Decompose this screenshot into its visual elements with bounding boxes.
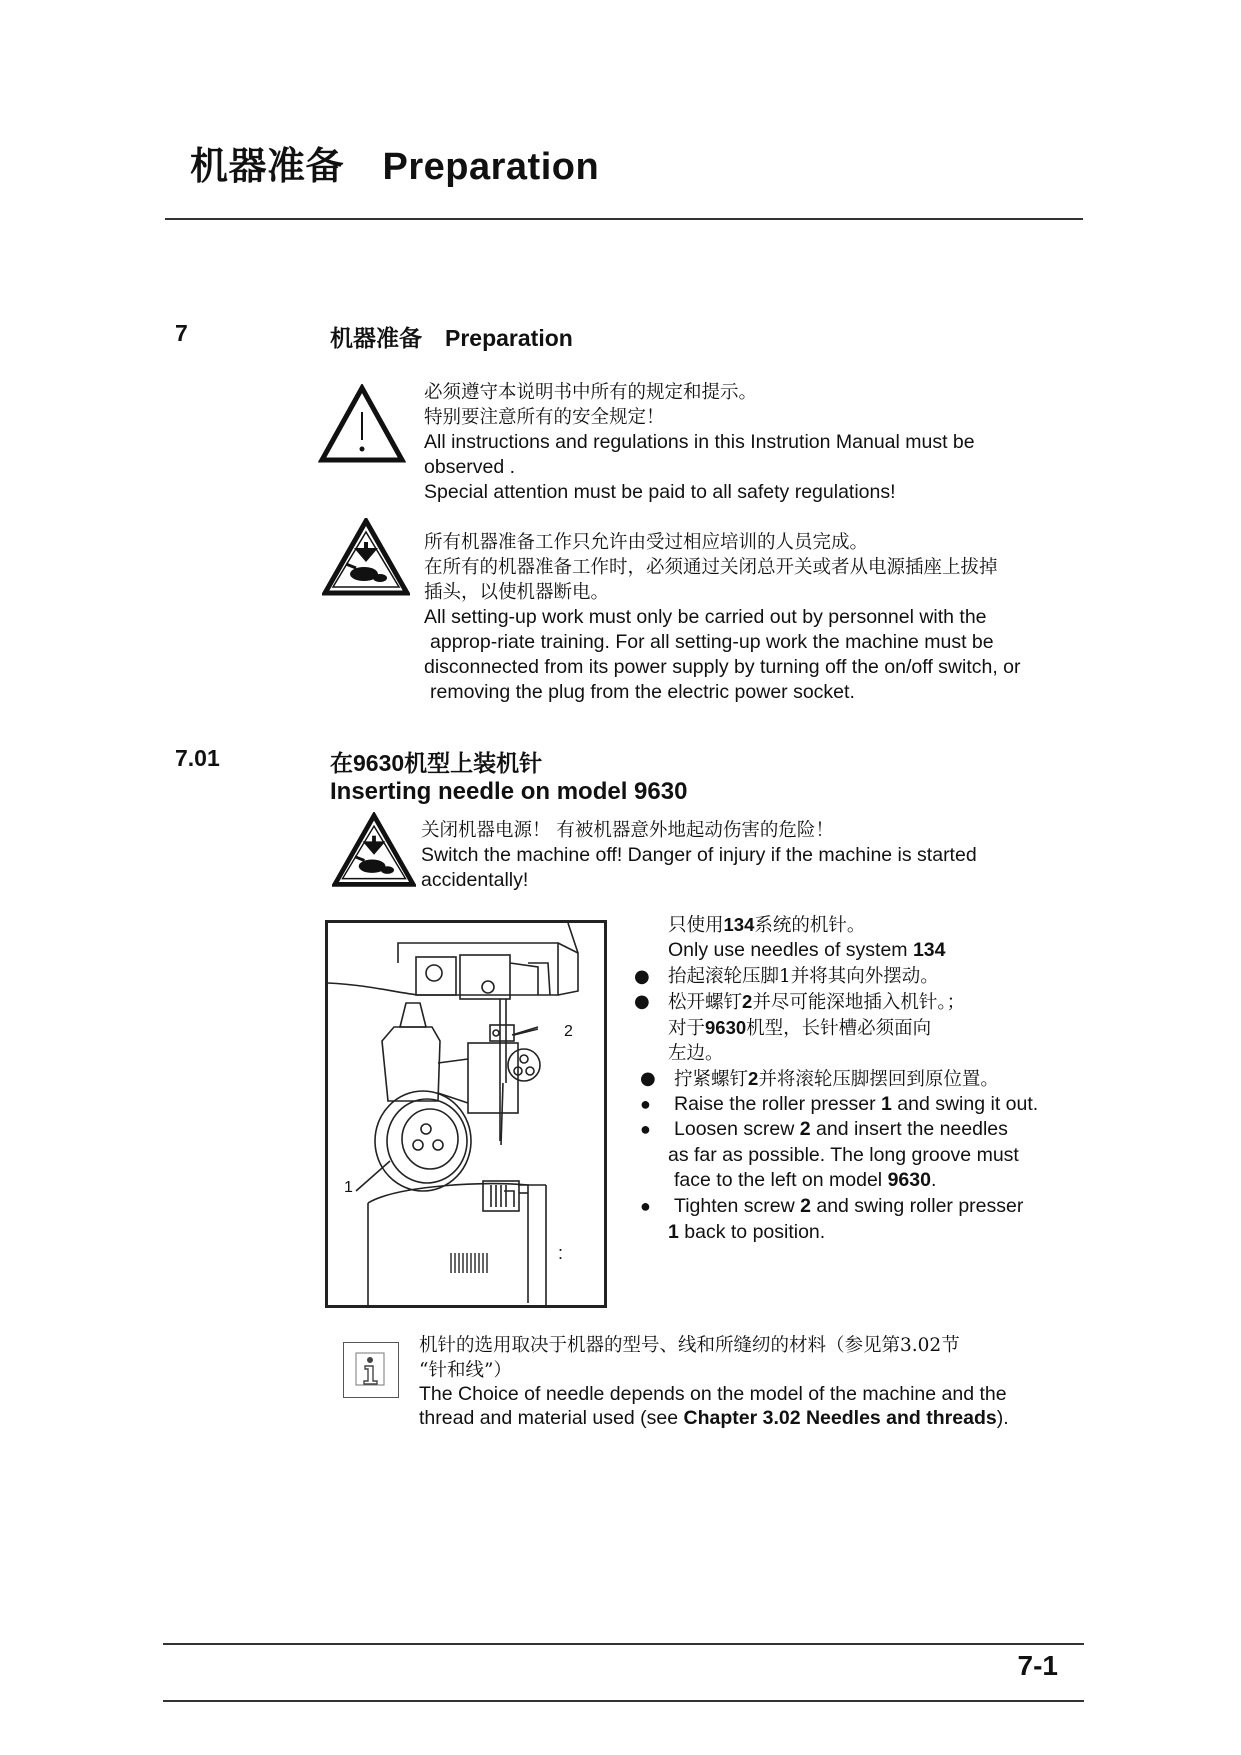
bullet-icon: ● [640, 1093, 651, 1114]
info-en-line-2c: ). [996, 1406, 1009, 1429]
warning-triangle-icon [318, 384, 406, 464]
warning-1-cn-line-1: 必须遵守本说明书中所有的规定和提示。 [424, 382, 758, 403]
step-en-2-a: Loosen screw [674, 1118, 800, 1141]
step-cn-2-d: 对于 [668, 1017, 706, 1039]
step-en-2-e: face to the left on model [674, 1169, 888, 1192]
warning-1-cn-line-2: 特别要注意所有的安全规定！ [424, 407, 665, 428]
step-en-2-g: . [930, 1169, 937, 1192]
warning-3-en-line-1: Switch the machine off! Danger of injury if the machine is started [421, 844, 977, 866]
info-icon [343, 1342, 399, 1398]
step-en-2-c: and insert the needles [810, 1118, 1008, 1141]
info-en-line-2 [419, 1407, 1009, 1431]
step-cn-1: 抬起滚轮压脚1并将其向外摆动。 [668, 965, 939, 987]
list-item [640, 1117, 1038, 1143]
info-cn-line-2: “针和线”） [419, 1360, 512, 1381]
step-intro-cn [668, 912, 1038, 938]
step-en-2-f: 9630 [887, 1169, 931, 1192]
bullet-icon: ● [640, 1067, 656, 1089]
step-cn-2-g: 左边。 [668, 1042, 724, 1064]
steps-text [634, 912, 1039, 1245]
page-number: 7-1 [1017, 1650, 1058, 1681]
warning-2-cn-line-1: 所有机器准备工作只允许由受过相应培训的人员完成。 [424, 532, 869, 553]
step-cn-2-cont [668, 1015, 1038, 1041]
warning-1-en-line-2: observed . [424, 456, 516, 478]
step-cn-2-c: 并尽可能深地插入机针。； [752, 991, 966, 1013]
section-title: 机器准备 Preparation [330, 325, 573, 351]
step-intro-cn-b: 134 [723, 914, 755, 935]
step-cn-2-f: 机型，长针槽必须面向 [746, 1017, 932, 1039]
step-en-1-b: 1 [881, 1092, 892, 1115]
step-en-3-d: 1 [668, 1220, 679, 1243]
step-cn-2-e: 9630 [705, 1016, 747, 1038]
step-cn-2-a: 松开螺钉 [668, 991, 743, 1013]
bullet-icon: ● [640, 1195, 651, 1216]
step-en-2-b: 2 [799, 1118, 811, 1141]
step-intro-cn-c: 系统的机针。 [754, 915, 866, 936]
warning-3-cn-line-1: 关闭机器电源！ 有被机器意外地起动伤害的危险！ [421, 820, 834, 841]
warning-2-en-line-4: removing the plug from the electric power socket. [430, 681, 855, 703]
header-divider [165, 218, 1083, 220]
list-item [640, 1194, 1038, 1220]
bullet-icon: ● [640, 1119, 651, 1140]
warning-2-cn-line-3: 插头，以使机器断电。 [424, 582, 610, 603]
warning-3-text [421, 818, 977, 893]
subsection-title-cn: 在9630机型上装机针 [330, 750, 543, 776]
warning-2-en-line-2: approp-riate training. For all setting-up work the machine must be [430, 631, 994, 653]
subsection-title-en: Inserting needle on model 9630 [330, 778, 688, 805]
info-text [419, 1333, 1009, 1430]
warning-2-en-line-3: disconnected from its power supply by turning off the on/off switch, or [424, 656, 1021, 678]
hand-injury-warning-icon [332, 812, 416, 888]
section-number: 7 [175, 320, 188, 346]
list-item [640, 1066, 1038, 1092]
step-intro-en-b: 134 [912, 939, 946, 961]
info-en-line-2a: thread and material used (see [419, 1406, 684, 1429]
step-en-1-c: and swing it out. [891, 1092, 1039, 1115]
subsection-number: 7.01 [175, 745, 220, 771]
warning-2-cn-line-2: 在所有的机器准备工作时，必须通过关闭总开关或者从电源插座上拔掉 [424, 557, 998, 578]
needle-insertion-figure [325, 920, 607, 1308]
info-cn-line-1: 机针的选用取决于机器的型号、线和所缝纫的材料（参见第3.02节 [419, 1335, 960, 1356]
warning-3-en-line-2: accidentally! [421, 869, 529, 891]
list-item [634, 964, 1038, 989]
footer-divider-top [163, 1643, 1084, 1645]
bullet-icon: ● [634, 990, 650, 1012]
warning-2-text [424, 530, 1021, 705]
warning-1-en-line-1: All instructions and regulations in this Instrution Manual must be [424, 431, 975, 453]
bullet-icon: ● [634, 965, 650, 987]
step-cn-2-b: 2 [742, 990, 753, 1012]
figure-label-1: 1 [344, 1179, 353, 1196]
figure-mark: : [558, 1243, 564, 1263]
hand-injury-warning-icon [322, 518, 410, 596]
step-en-3-b: 2 [800, 1194, 811, 1217]
step-en-1-a: Raise the roller presser [674, 1092, 881, 1115]
step-en-3-e: back to position. [678, 1220, 826, 1243]
warning-1-en-line-3: Special attention must be paid to all safety regulations! [424, 481, 896, 503]
info-en-line-1: The Choice of needle depends on the model of the machine and the [419, 1383, 1007, 1405]
figure-label-2: 2 [564, 1023, 573, 1040]
warning-1-text [424, 380, 975, 505]
step-cn-3-b: 2 [748, 1067, 759, 1089]
step-intro-en [668, 938, 1038, 964]
step-en-3-c: and swing roller presser [810, 1194, 1024, 1217]
warning-2-en-line-1: All setting-up work must only be carried out by personnel with the [424, 606, 987, 628]
page-title: 机器准备 Preparation [190, 146, 600, 188]
list-item [634, 989, 1038, 1015]
step-intro-en-a: Only use needles of system [668, 939, 913, 961]
info-chapter-reference: Chapter 3.02 Needles and threads [683, 1406, 997, 1429]
step-en-3-cont [668, 1220, 1038, 1246]
step-cn-3-c: 并将滚轮压脚摆回到原位置。 [758, 1068, 999, 1090]
step-en-2-cont [668, 1168, 1038, 1194]
step-intro-cn-a: 只使用 [668, 915, 724, 936]
step-en-3-a: Tighten screw [674, 1194, 801, 1217]
footer-divider-bottom [163, 1700, 1084, 1702]
step-en-2-d: as far as possible. The long groove must [668, 1143, 1019, 1166]
list-item [640, 1092, 1039, 1118]
step-cn-3-a: 拧紧螺钉 [674, 1068, 749, 1090]
